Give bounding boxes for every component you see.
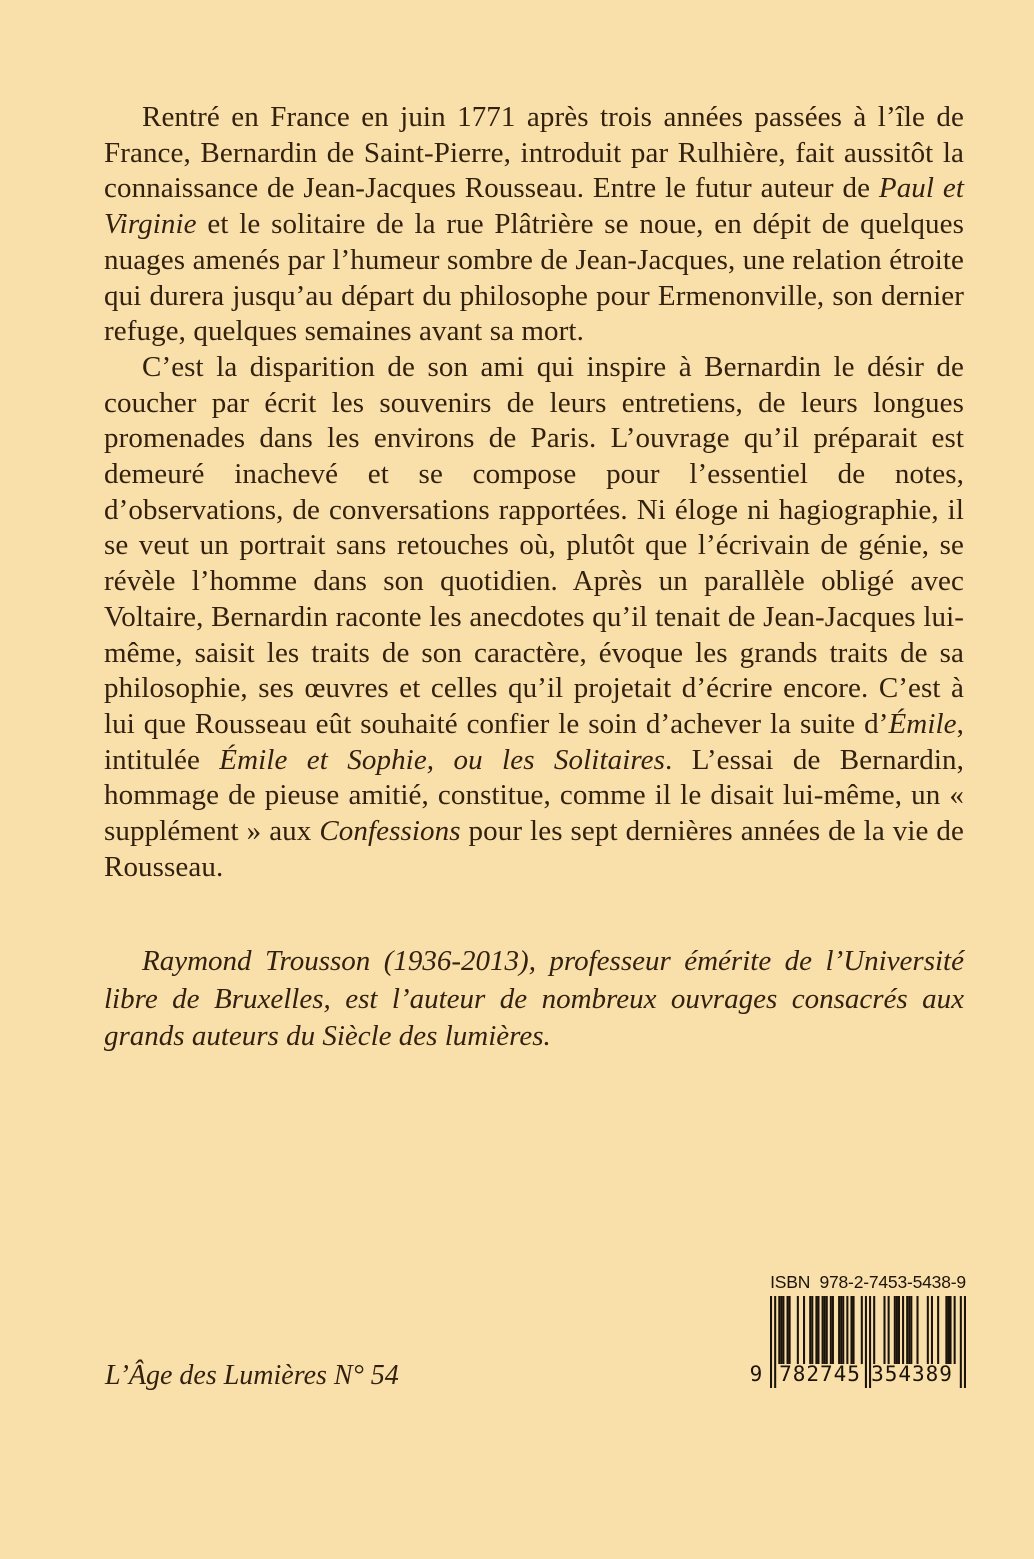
work-title: Émile [888,707,957,740]
isbn-label: ISBN 978-2-7453-5438-9 [770,1272,966,1292]
collection-label: L’Âge des Lumières N° 54 [105,1360,399,1391]
work-title: Émile et Sophie, ou les Solitaires [219,743,666,776]
paragraph [104,350,964,886]
text-segment: C’est la disparition de son ami qui inspire à Bernardin le désir de coucher par écrit les souvenirs de leurs entretiens, de leurs longues promenades dans les environs de Paris. L’ouvrage qu’il préparait est demeuré inachevé et se compose pour l’essentiel de notes, d’observations, de conversations rapportées. Ni éloge ni hagiographie, il se veut un portrait sans retouches où, plutôt que l’écrivain de génie, se révèle l’homme dans son quotidien. Après un parallèle obligé avec Voltaire, Bernardin raconte les anecdotes qu’il tenait de Jean-Jacques lui-même, saisit les traits de son caractère, évoque les grands traits de sa philosophie, ses œuvres et celles qu’il projetait d’écrire encore. C’est à lui que Rousseau eût souhaité confier le soin d’achever la suite d’ [104,350,964,740]
work-title: Paul et Virginie [104,172,965,241]
text-segment: pour les sept dernières années de la vie de Rousseau. [104,815,964,883]
barcode [744,1272,976,1392]
ean-first-digit: 9 [749,1362,763,1386]
paragraph [104,100,964,350]
author-bio: Raymond Trousson (1936-2013), professeur émérite de l’Université libre de Bruxelles, est l’auteur de nombreux ouvrages consacrés aux grands auteurs du Siècle des lumières. [104,945,964,1053]
work-title: Confessions [319,815,461,848]
blurb [104,100,964,885]
text-segment: . L’essai de Bernardin, hommage de pieuse amitié, constitue, comme il le disait lui-même, un « supplément » aux [104,743,965,848]
barcode-bars-row [744,1296,976,1392]
ean-left-digits: 782745 [779,1362,861,1386]
text-segment: et le solitaire de la rue Plâtrière se noue, en dépit de quelques nuages amenés par l’humeur sombre de Jean-Jacques, une relation étroite qui durera jusqu’au départ du philosophe pour Ermenonville, son dernier refuge, quelques semaines avant sa mort. [104,208,964,348]
ean-right-digits: 354389 [871,1362,953,1386]
cover-text-block [104,100,964,1056]
text-segment: , intitulée [104,707,964,776]
text-segment: Rentré en France en juin 1771 après trois années passées à l’île de France, Bernardin de Saint-Pierre, introduit par Rulhière, fait aussitôt la connaissance de Jean-Jacques Rousseau. Entre le futur auteur de [104,101,964,205]
